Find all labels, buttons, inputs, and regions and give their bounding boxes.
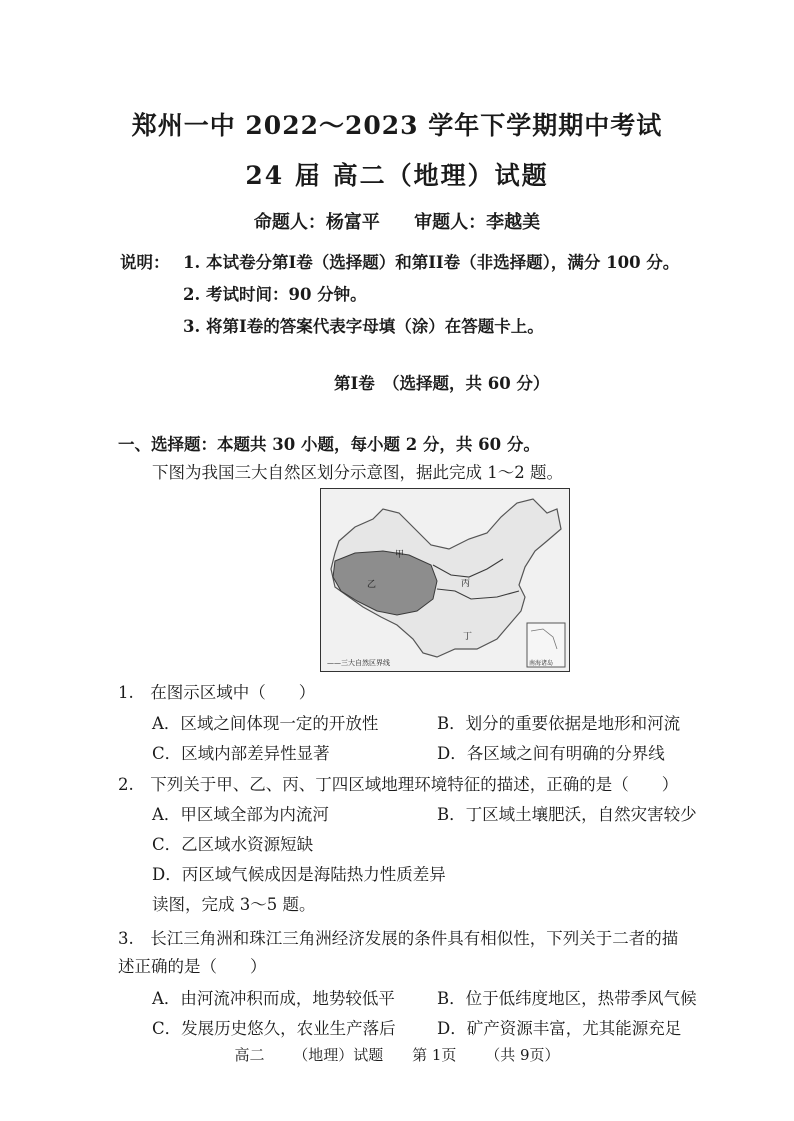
- q3-option-c: C．发展历史悠久，农业生产落后: [152, 1019, 396, 1038]
- region-yi-plateau: [333, 551, 437, 615]
- region-label-ding: 丁: [463, 632, 473, 642]
- reviewer: 审题人：李越美: [414, 212, 541, 233]
- authors-line: [0, 208, 794, 234]
- question-3-stem-line2: 述正确的是（ ）: [118, 957, 267, 976]
- part-heading: 一、选择题：本题共 30 小题，每小题 2 分，共 60 分。: [118, 435, 540, 454]
- q1-option-d: D．各区域之间有明确的分界线: [437, 744, 665, 763]
- page-footer: [0, 1044, 794, 1065]
- instruction-item: 3. 将第I卷的答案代表字母填（涂）在答题卡上。: [183, 317, 544, 336]
- q3-option-b: B．位于低纬度地区，热带季风气候: [437, 989, 697, 1008]
- footer-total: （共 9页）: [485, 1046, 560, 1064]
- q3-option-a: A．由河流冲积而成，地势较低平: [152, 989, 395, 1008]
- intro-q1-2: 下图为我国三大自然区划分示意图，据此完成 1～2 题。: [152, 463, 563, 482]
- q2-option-c: C．乙区域水资源短缺: [152, 835, 314, 854]
- q3-option-d: D．矿产资源丰富，尤其能源充足: [437, 1019, 682, 1038]
- section-title: 第I卷 （选择题，共 60 分）: [334, 374, 550, 393]
- footer-subject: （地理）试题: [293, 1046, 384, 1064]
- setter: 命题人：杨富平: [253, 212, 380, 233]
- question-3-stem-line1: 3. 长江三角洲和珠江三角洲经济发展的条件具有相似性，下列关于二者的描: [118, 929, 679, 948]
- q2-option-a: A．甲区域全部为内流河: [152, 805, 329, 824]
- q1-option-a: A．区域之间体现一定的开放性: [152, 714, 379, 733]
- q1-option-c: C．区域内部差异性显著: [152, 744, 330, 763]
- inset-label: 南海诸岛: [529, 660, 554, 667]
- exam-subtitle: 24 届 高二（地理）试题: [245, 161, 549, 190]
- q2-option-d: D．丙区域气候成因是海陆热力性质差异: [152, 865, 446, 884]
- map-figure: [321, 489, 569, 671]
- footer-page: 第 1页: [412, 1046, 457, 1064]
- china-natural-regions-map: [320, 488, 570, 672]
- footer-grade: 高二: [234, 1046, 265, 1064]
- instruction-item: 1. 本试卷分第I卷（选择题）和第II卷（非选择题），满分 100 分。: [183, 253, 680, 272]
- q2-option-b: B．丁区域土壤肥沃，自然灾害较少: [437, 805, 697, 824]
- map-legend: ——三大自然区界线: [327, 659, 390, 667]
- question-2-stem: 2. 下列关于甲、乙、丙、丁四区域地理环境特征的描述，正确的是（ ）: [118, 775, 679, 794]
- region-label-yi: 乙: [367, 580, 377, 590]
- instruction-item: 2. 考试时间：90 分钟。: [183, 285, 367, 304]
- instructions-label: 说明：: [120, 253, 170, 272]
- exam-title: 郑州一中 2022～2023 学年下学期期中考试: [131, 111, 663, 140]
- intro-q3-5: 读图，完成 3～5 题。: [152, 895, 316, 914]
- region-label-jia: 甲: [395, 550, 405, 560]
- question-1-stem: 1. 在图示区域中（ ）: [118, 683, 316, 702]
- region-label-bing: 丙: [461, 579, 471, 589]
- q1-option-b: B．划分的重要依据是地形和河流: [437, 714, 681, 733]
